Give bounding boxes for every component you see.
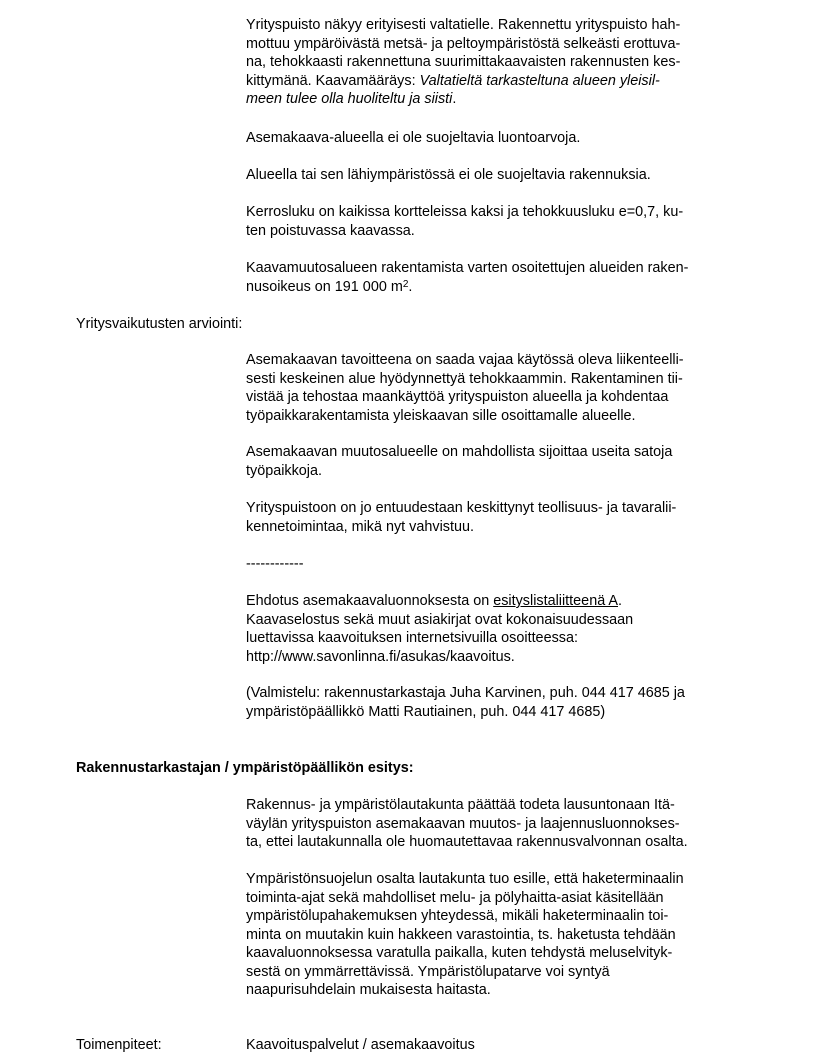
paragraph-floors bbox=[246, 203, 742, 240]
text-line: työpaikkarakentamista yleiskaavan sille osoittamalle alueelle. bbox=[246, 407, 636, 424]
text-line bbox=[246, 278, 742, 297]
text-line: Kaavaselostus sekä muut asiakirjat ovat kokonaisuudessaan bbox=[246, 611, 634, 628]
text-line bbox=[246, 592, 742, 611]
text-segment: Ehdotus asemakaavaluonnoksesta on bbox=[246, 593, 494, 609]
actions-value: Kaavoituspalvelut / asemakaavoitus bbox=[246, 1037, 475, 1053]
text-line: Kaavamuutosalueen rakentamista varten osoitettujen alueiden raken- bbox=[246, 260, 689, 276]
text-line: väylän yrityspuiston asemakaavan muutos- ja laajennusluonnokses- bbox=[246, 815, 680, 832]
divider-dashes: ------------ bbox=[246, 556, 304, 572]
text-line: Asemakaavan tavoitteena on saada vajaa käytössä oleva liikenteelli- bbox=[246, 352, 684, 368]
superscript: 2 bbox=[402, 278, 409, 290]
text-line: Alueella tai sen lähiympäristössä ei ole suojeltavia rakennuksia. bbox=[246, 167, 651, 183]
text-segment: nusoikeus on 191 000 m bbox=[246, 278, 403, 295]
text-line: vistää ja tehostaa maankäyttöä yrityspuiston alueella ja kohdentaa bbox=[246, 389, 669, 405]
text-line: ta, ettei lautakunnalla ole huomautettavaa rakennusvalvonnan osalta. bbox=[246, 834, 688, 850]
paragraph-environment bbox=[246, 870, 742, 1000]
text-line: toiminta-ajat sekä mahdolliset melu- ja pölyhaitta-asiat käsitellään bbox=[246, 889, 664, 906]
section-label-business-impact: Yritysvaikutusten arviointi: bbox=[76, 316, 243, 332]
paragraph-decision bbox=[246, 796, 742, 852]
text-line: minta on muutakin kuin hakkeen varastointia, ts. haketusta tehdään bbox=[246, 926, 676, 943]
text-line: naapurisuhdelain mukaisesta haitasta. bbox=[246, 982, 491, 998]
regulation-quote: meen tulee olla huoliteltu ja siisti bbox=[246, 91, 453, 107]
website-url: http://www.savonlinna.fi/asukas/kaavoitus. bbox=[246, 648, 515, 665]
text-segment: . bbox=[452, 91, 457, 107]
text-line: kennetoimintaa, mikä nyt vahvistuu. bbox=[246, 518, 474, 535]
text-line: Yrityspuistoon on jo entuudestaan keskittynyt teollisuus- ja tavaralii- bbox=[246, 500, 677, 516]
text-line: mottuu ympäröivästä metsä- ja peltoympäristöstä selkeästi erottuva- bbox=[246, 35, 681, 52]
text-line: ympäristölupahakemuksen yhteydessä, mikäli haketerminaalin toi- bbox=[246, 908, 669, 924]
section-heading-proposal: Rakennustarkastajan / ympäristöpäällikön esitys: bbox=[76, 760, 414, 776]
text-line: ten poistuvassa kaavassa. bbox=[246, 222, 415, 239]
text-line: (Valmistelu: rakennustarkastaja Juha Karvinen, puh. 044 417 4685 ja bbox=[246, 685, 685, 701]
paragraph-building-rights bbox=[246, 259, 742, 296]
paragraph-nature bbox=[246, 129, 742, 148]
paragraph-industry bbox=[246, 499, 742, 536]
text-line: luettavissa kaavoituksen internetsivuilla osoitteessa: bbox=[246, 630, 578, 646]
text-line: Yrityspuisto näkyy erityisesti valtatielle. Rakennettu yrityspuisto hah- bbox=[246, 17, 681, 33]
text-line bbox=[246, 72, 742, 91]
text-line: Kerrosluku on kaikissa kortteleissa kaksi ja tehokkuusluku e=0,7, ku- bbox=[246, 204, 684, 220]
text-line: Asemakaava-alueella ei ole suojeltavia luontoarvoja. bbox=[246, 130, 581, 146]
text-line: Ympäristönsuojelun osalta lautakunta tuo esille, että haketerminaalin bbox=[246, 871, 684, 887]
paragraph-landscape bbox=[246, 16, 742, 109]
text-line: ympäristöpäällikkö Matti Rautiainen, puh. 044 417 4685) bbox=[246, 703, 606, 720]
text-segment: kittymänä. Kaavamääräys: bbox=[246, 72, 420, 89]
text-line: työpaikkoja. bbox=[246, 462, 322, 479]
text-line: na, tehokkaasti rakennettuna suurimittakaavaisten rakennusten kes- bbox=[246, 54, 681, 70]
text-segment: . bbox=[408, 278, 413, 295]
paragraph-buildings bbox=[246, 166, 742, 185]
paragraph-jobs bbox=[246, 443, 742, 480]
section-label-actions: Toimenpiteet: bbox=[76, 1037, 162, 1053]
text-segment: . bbox=[618, 593, 622, 609]
text-line: sesti keskeinen alue hyödynnettyä tehokkaammin. Rakentaminen tii- bbox=[246, 370, 683, 387]
text-line: sestä on ymmärrettävissä. Ympäristölupatarve voi syntyä bbox=[246, 963, 610, 980]
paragraph-prepared-by bbox=[246, 684, 742, 721]
text-line: Asemakaavan muutosalueelle on mahdollista sijoittaa useita satoja bbox=[246, 444, 673, 460]
paragraph-proposal-attachment bbox=[246, 592, 742, 666]
text-line: Rakennus- ja ympäristölautakunta päättää todeta lausuntonaan Itä- bbox=[246, 797, 675, 813]
text-line: kaavaluonnoksessa varatulla paikalla, kuten tehdystä meluselvityk- bbox=[246, 945, 673, 961]
attachment-link[interactable]: esityslistaliitteenä A bbox=[493, 593, 618, 609]
text-line bbox=[246, 90, 742, 109]
paragraph-goal bbox=[246, 351, 742, 425]
regulation-quote: Valtatieltä tarkasteltuna alueen yleisil- bbox=[419, 72, 660, 89]
